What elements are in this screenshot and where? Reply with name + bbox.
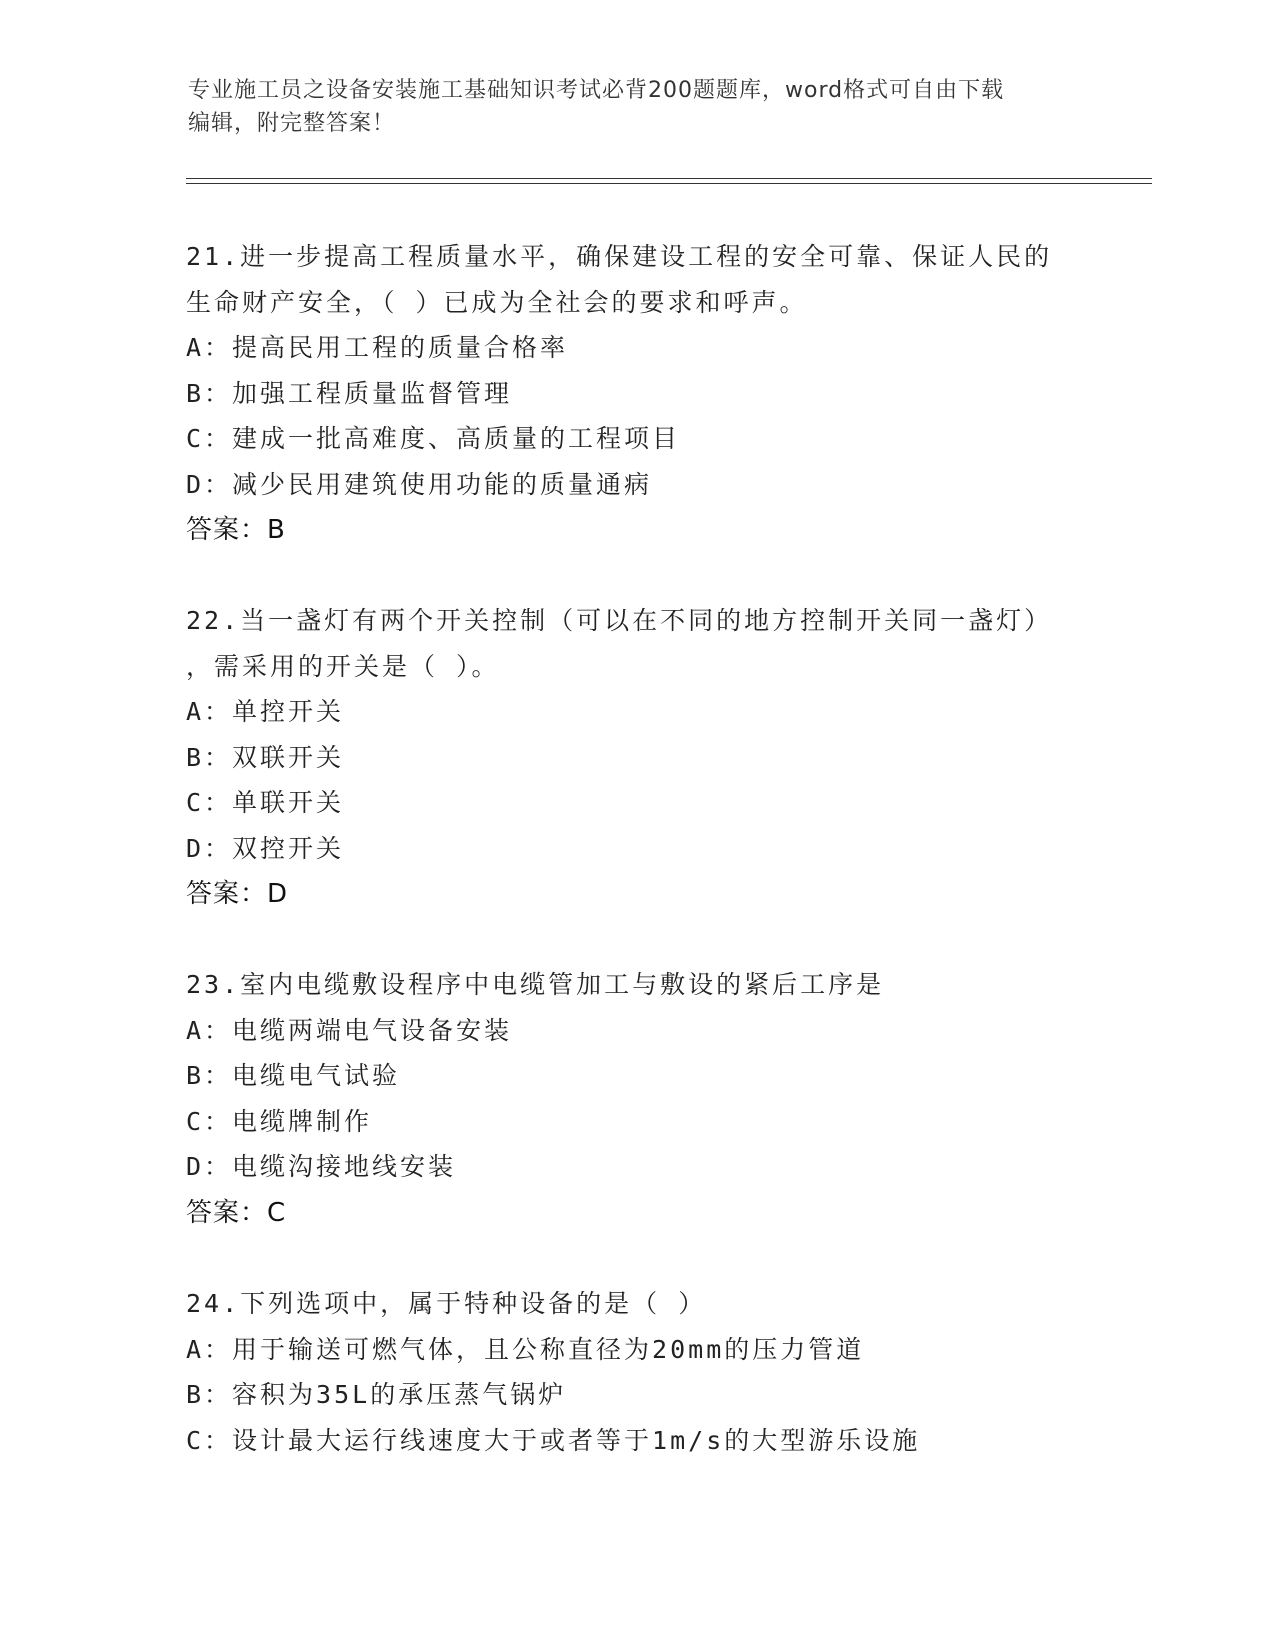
question-stem: ，需采用的开关是（ ）。 <box>186 651 500 681</box>
option-c: C：电缆牌制作 <box>186 1106 373 1136</box>
option-a: A：用于输送可燃气体，且公称直径为20mm的压力管道 <box>186 1334 865 1364</box>
header-line-1: 专业施工员之设备安装施工基础知识考试必背200题题库，word格式可自由下载 <box>188 78 1005 103</box>
option-c: C：单联开关 <box>186 788 345 817</box>
answer-line: 答案：C <box>186 1197 287 1228</box>
question-stem: 21.进一步提高工程质量水平，确保建设工程的安全可靠、保证人民的 <box>186 242 1053 271</box>
question-24 <box>186 1281 1086 1463</box>
option-c: C：设计最大运行线速度大于或者等于1m/s的大型游乐设施 <box>186 1425 921 1455</box>
option-a: A：提高民用工程的质量合格率 <box>186 333 569 362</box>
question-stem: 23.室内电缆敷设程序中电缆管加工与敷设的紧后工序是 <box>186 970 885 999</box>
option-b: B：电缆电气试验 <box>186 1061 401 1090</box>
header-divider-top <box>186 178 1152 179</box>
question-stem: 24.下列选项中，属于特种设备的是（ ） <box>186 1289 707 1318</box>
question-22 <box>186 598 1086 917</box>
document-header <box>188 74 1088 140</box>
option-d: D：减少民用建筑使用功能的质量通病 <box>186 469 653 499</box>
option-b: B：双联开关 <box>186 742 345 772</box>
option-b: B：加强工程质量监督管理 <box>186 378 513 408</box>
option-d: D：双控开关 <box>186 833 345 863</box>
option-b: B：容积为35L的承压蒸气锅炉 <box>186 1380 567 1409</box>
option-a: A：电缆两端电气设备安装 <box>186 1015 513 1045</box>
question-stem: 生命财产安全，（ ）已成为全社会的要求和呼声。 <box>186 287 808 317</box>
header-line-2: 编辑，附完整答案！ <box>188 111 396 136</box>
option-c: C：建成一批高难度、高质量的工程项目 <box>186 424 681 453</box>
answer-line: 答案：D <box>186 879 289 909</box>
option-d: D：电缆沟接地线安装 <box>186 1152 457 1181</box>
question-21 <box>186 234 1086 553</box>
option-a: A：单控开关 <box>186 697 345 726</box>
header-divider-bottom <box>186 183 1152 184</box>
question-stem: 22.当一盏灯有两个开关控制（可以在不同的地方控制开关同一盏灯） <box>186 606 1053 635</box>
question-23 <box>186 962 1086 1236</box>
answer-line: 答案：B <box>186 515 286 545</box>
